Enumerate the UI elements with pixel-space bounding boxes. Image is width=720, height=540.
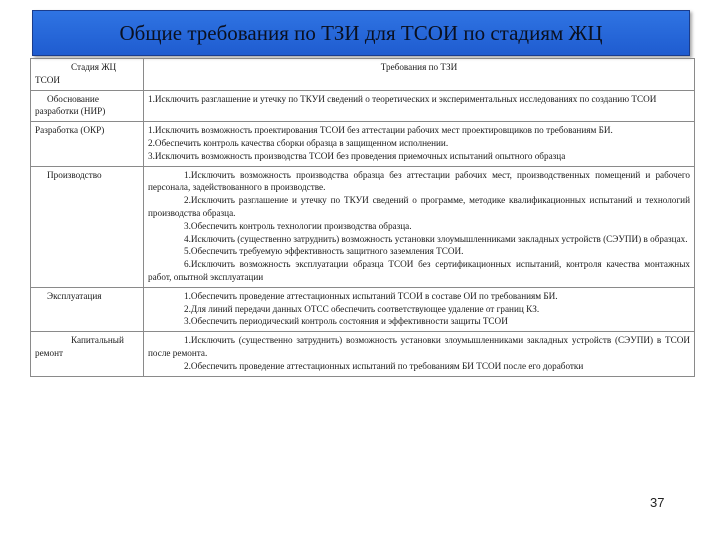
stage-label: Капитальный ремонт [35,335,124,358]
stage-cell: Разработка (ОКР) [31,122,144,166]
slide-title: Общие требования по ТЗИ для ТСОИ по стадиям ЖЦ [119,20,603,45]
table-row [31,166,695,287]
requirement-item: 3.Исключить возможность производства ТСОИ без проведения приемочных испытаний опытного образца [148,150,566,161]
requirements-cell [144,90,695,122]
requirement-item: 1.Исключить разглашение и утечку по ТКУИ сведений о теоретических и экспериментальных исследованиях по созданию ТСОИ [148,93,657,104]
stage-cell [31,332,144,376]
requirement-item: 1.Исключить возможность производства образца без аттестации рабочих мест, производственных помещений и рабочего персонала, задействованного в производстве. [148,169,690,193]
requirement-item: 6.Исключить возможность эксплуатации образца ТСОИ без сертификационных испытаний, контроля качества монтажных работ, опытной эксплуатации [148,259,690,282]
requirement-item: 2.Обеспечить проведение аттестационных испытаний по требованиям БИ ТСОИ после его доработки [184,360,584,371]
table-row [31,332,695,376]
requirement-item: 1.Обеспечить проведение аттестационных испытаний ТСОИ в составе ОИ по требованиям БИ. [184,290,558,301]
requirement-item: 2.Исключить разглашение и утечку по ТКУИ сведений о программе, методике квалификационных испытаний и технологий производства образца. [148,195,690,218]
requirement-item: 3.Обеспечить периодический контроль состояния и эффективности защиты ТСОИ [184,316,508,327]
requirement-item: 1.Исключить возможность проектирования ТСОИ без аттестации рабочих мест проектировщиков по требованиям БИ. [148,125,613,136]
requirements-cell [144,287,695,331]
requirement-item: 4.Исключить (существенно затруднить) возможность установки злоумышленниками закладных устройств (СЭУПИ) в образцах. [184,233,688,244]
requirements-cell [144,166,695,287]
header-stage [31,59,144,91]
requirements-table [30,58,695,377]
table-row [31,90,695,122]
table-header-row [31,59,695,91]
stage-cell: Эксплуатация [31,287,144,331]
requirements-cell [144,122,695,166]
page-number: 37 [650,495,665,510]
slide-title-bar [32,10,690,56]
table-row [31,287,695,331]
table-row [31,122,695,166]
stage-cell: Обоснование разработки (НИР) [31,90,144,122]
requirement-item: 2.Обеспечить контроль качества сборки образца в защищенном исполнении. [148,137,449,148]
requirement-item: 1.Исключить (существенно затруднить) возможность установки злоумышленниками закладных устройств (СЭУПИ) в ТСОИ после ремонта. [148,335,690,358]
requirement-item: 2.Для линий передачи данных ОТСС обеспечить соответствующее удаление от границ КЗ. [184,303,540,314]
header-stage-line1: Стадия ЖЦ [71,62,117,72]
requirements-cell [144,332,695,376]
header-requirements: Требования по ТЗИ [144,59,695,91]
requirement-item: 5.Обеспечить требуемую эффективность защитного заземления ТСОИ. [184,246,464,257]
requirement-item: 3.Обеспечить контроль технологии производства образца. [184,220,412,231]
header-stage-line2: ТСОИ [35,74,61,85]
stage-cell: Производство [31,166,144,287]
